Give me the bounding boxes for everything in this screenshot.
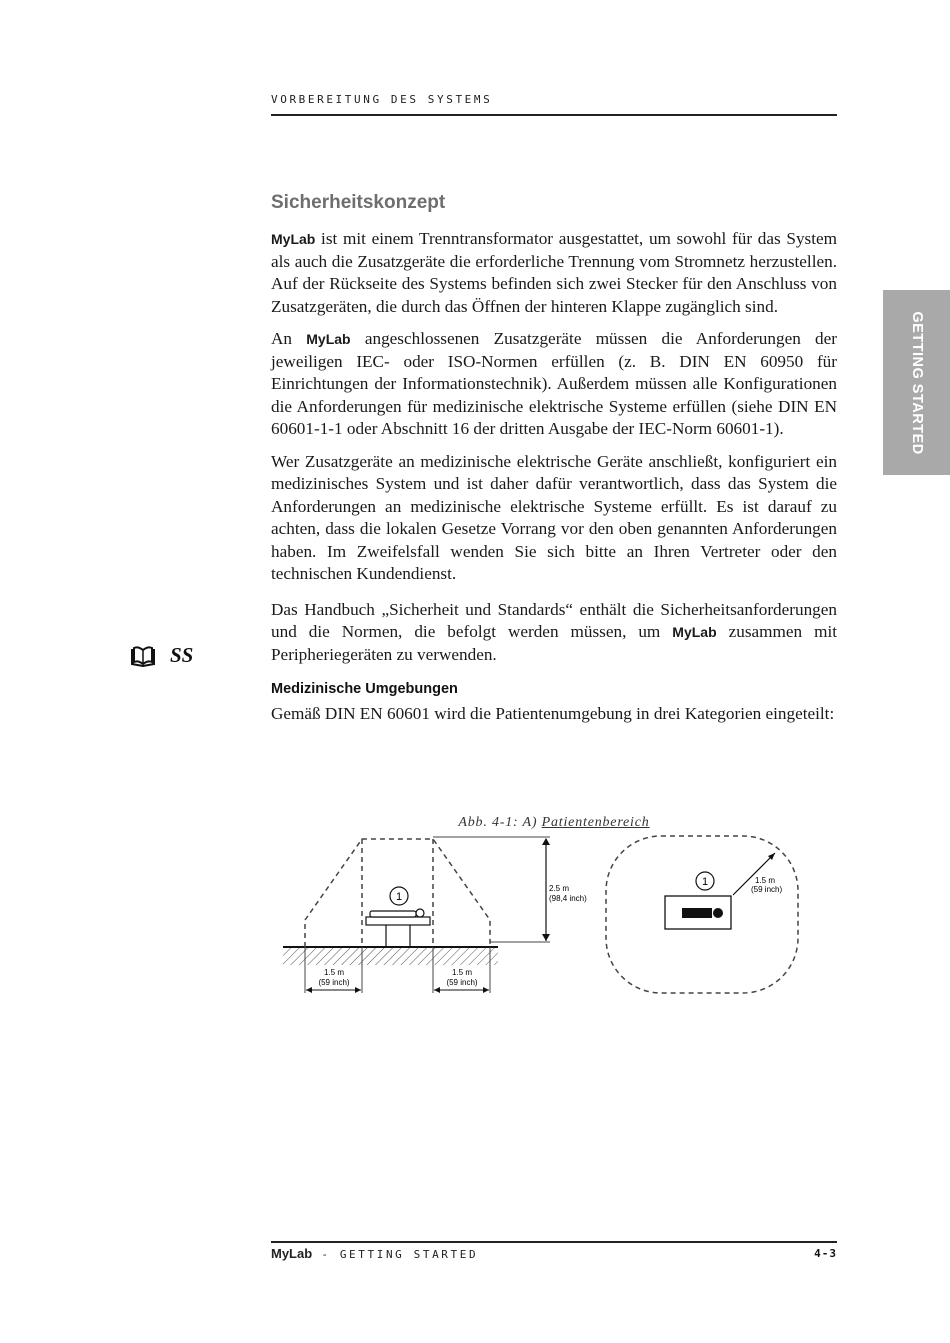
left-distance-label: 1.5 m xyxy=(323,968,345,977)
paragraph-2-text: angeschlossenen Zusatzgeräte müssen die Anforderungen der jeweiligen IEC- oder ISO-Normen erfüllen (z. B. DIN EN 60950 für Einrichtungen der Informationstechnik). Außerdem müssen alle Konfigurationen die Anforderungen für medizinische elektrische Systeme erfüllen (siehe DIN EN 60601-1-1 oder Abschnitt 16 der dritten Ausgabe der IEC-Norm 60601-1). xyxy=(271,329,837,438)
paragraph-2 xyxy=(271,328,837,441)
figure-caption xyxy=(271,815,837,831)
paragraph-2-pre: An xyxy=(271,329,307,348)
paragraph-4-text-end: zusammen mit Peripheriegeräten zu verwenden. xyxy=(271,622,837,664)
paragraph-1 xyxy=(271,228,837,318)
header-rule xyxy=(271,114,837,116)
top-distance-label: 1.5 m xyxy=(755,876,776,885)
height-label: 2.5 m xyxy=(549,884,570,893)
side-view-diagram xyxy=(283,837,587,993)
paragraph-4 xyxy=(271,599,837,667)
paragraph-1-text: ist mit einem Trenntransformator ausgestattet, um sowohl für das System als auch die Zusatzgeräte die erforderliche Trennung vom Stromnetz herzustellen. Auf der Rückseite des Systems befinden sich zwei Stecker für den Anschluss von Zusatzgeräten, die durch das Öffnen der hinteren Klappe zugänglich sind. xyxy=(271,229,837,316)
brand-name: MyLab xyxy=(306,331,351,347)
page-number: 4-3 xyxy=(814,1247,837,1260)
caption-prefix: Abb. 4-1: A) xyxy=(458,815,542,830)
paragraph-4-text: Das Handbuch „Sicherheit und Standards“ enthält die Sicherheitsanforderungen und die Normen, die befolgt werden müssen, um xyxy=(271,599,837,641)
running-header: VORBEREITUNG DES SYSTEMS xyxy=(271,93,493,106)
brand-name: MyLab xyxy=(271,231,316,247)
subheading: Medizinische Umgebungen xyxy=(271,681,458,697)
bed-icon xyxy=(366,917,430,925)
left-distance-label-inch: (59 inch) xyxy=(318,978,350,987)
top-view-diagram xyxy=(606,836,798,993)
brand-name: MyLab xyxy=(672,624,717,640)
section-title: Sicherheitskonzept xyxy=(271,192,446,213)
reference-code: SS xyxy=(170,643,194,667)
side-tab-label: GETTING STARTED xyxy=(908,310,925,455)
patient-figure xyxy=(370,911,416,917)
footer-rule xyxy=(271,1241,837,1243)
top-distance-label-inch: (59 inch) xyxy=(751,885,783,894)
right-distance-label: 1.5 m xyxy=(451,968,473,977)
book-icon xyxy=(130,645,156,667)
right-distance-label-inch: (59 inch) xyxy=(446,978,478,987)
footer-brand: MyLab xyxy=(271,1246,313,1261)
side-tab xyxy=(883,290,950,475)
paragraph-5: Gemäß DIN EN 60601 wird die Patientenumgebung in drei Kategorien eingeteilt: xyxy=(271,704,835,723)
footer-text: - GETTING STARTED xyxy=(312,1248,479,1261)
caption-link: Patientenbereich xyxy=(541,815,650,830)
height-label-inch: (98,4 inch) xyxy=(549,894,587,903)
patient-area-figure xyxy=(278,833,803,998)
paragraph-3: Wer Zusatzgeräte an medizinische elektrische Geräte anschließt, konfiguriert ein medizinisches System und ist daher dafür verantwortlich, dass das System die Anforderungen an medizinische elektrische Systeme erfüllt. Es ist darauf zu achten, dass die lokalen Gesetze Vorrang vor den oben genannten Anforderungen haben. Im Zweifelsfall wenden Sie sich bitte an Ihren Vertreter oder den technischen Kundendienst. xyxy=(271,451,837,583)
top-area-marker-label: 1 xyxy=(701,876,709,888)
patient-top-icon xyxy=(682,908,712,918)
floor-hatching xyxy=(283,947,498,965)
footer-left xyxy=(271,1246,478,1261)
area-marker-label: 1 xyxy=(395,891,403,903)
reference-marker xyxy=(130,643,193,668)
main-content xyxy=(271,192,837,726)
